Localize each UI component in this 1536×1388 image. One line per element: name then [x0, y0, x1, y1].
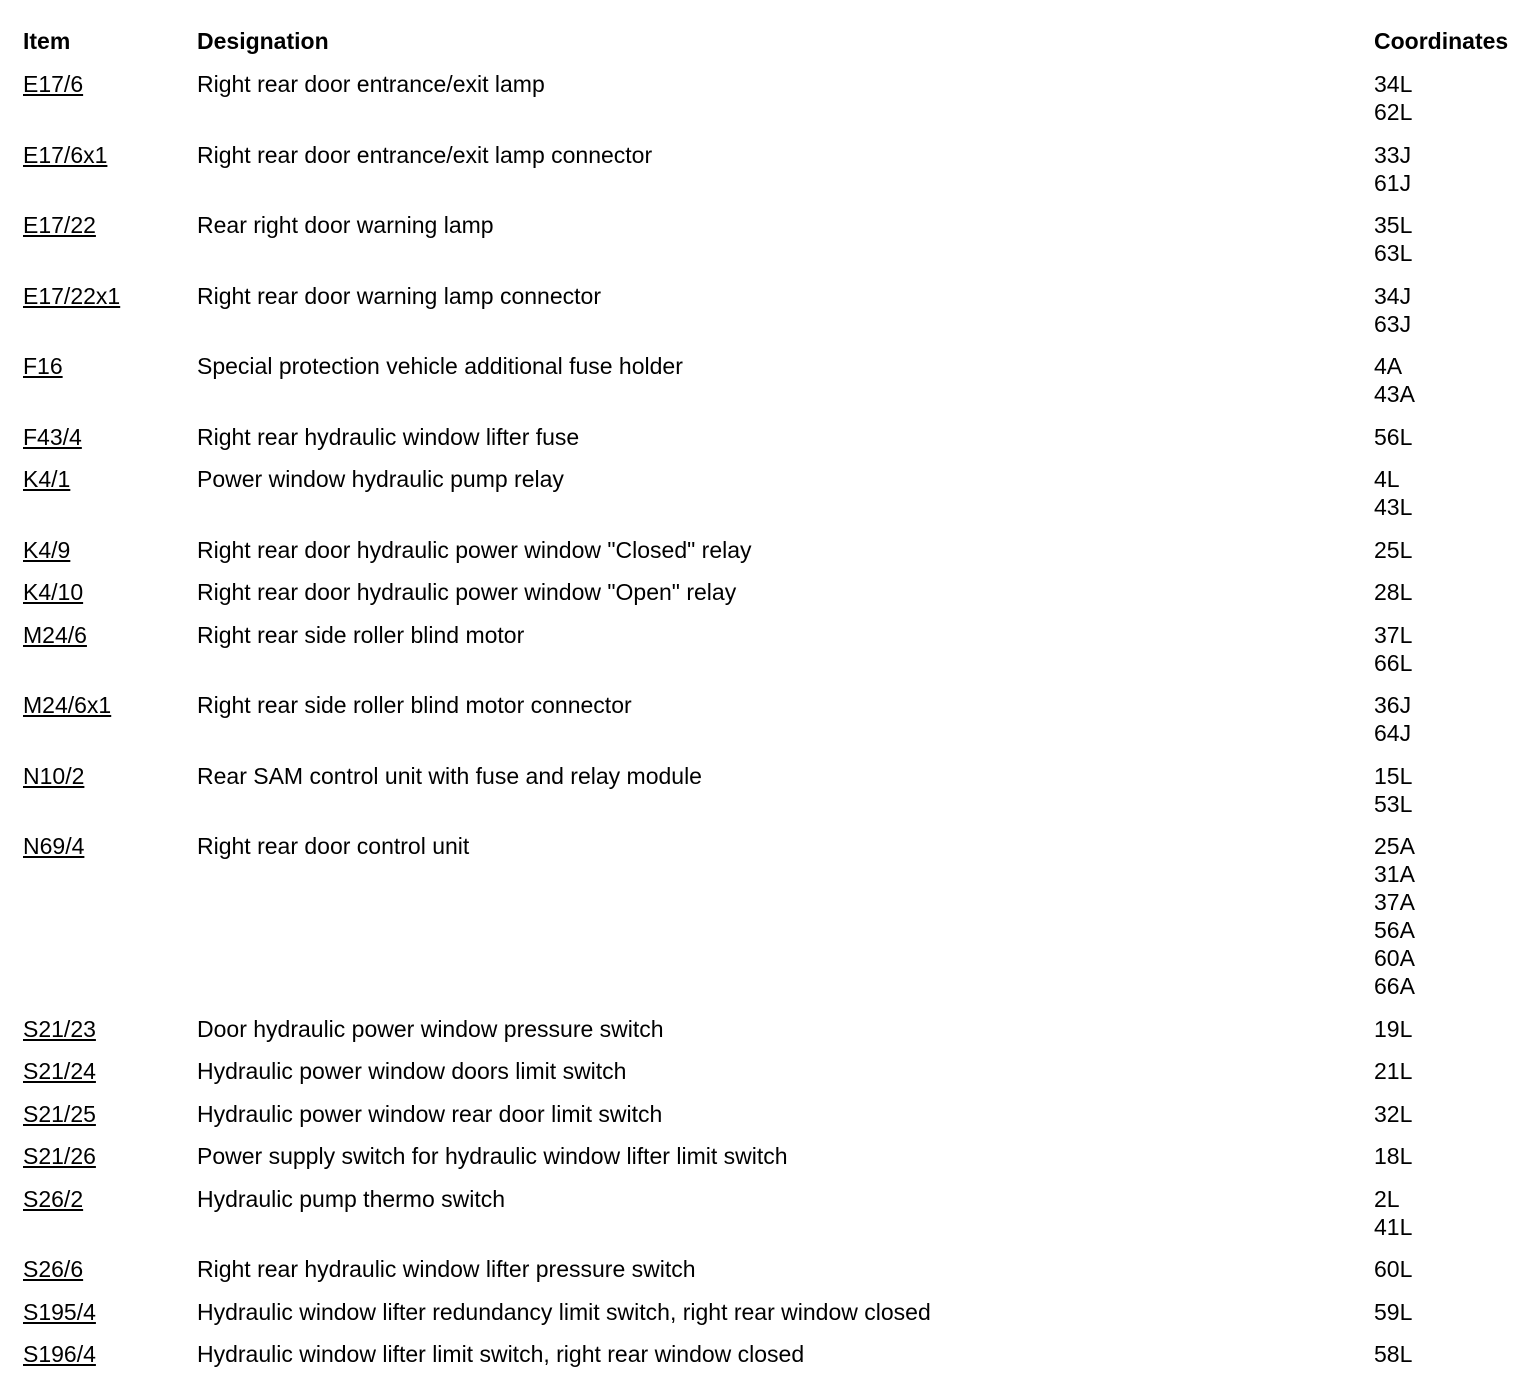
coordinates-cell	[1374, 691, 1411, 747]
coordinate-value: 60L	[1374, 1256, 1413, 1282]
coordinate-value: 34J	[1374, 282, 1412, 309]
coordinate-value: 66A	[1374, 973, 1415, 999]
coordinate-value: 21L	[1374, 1058, 1413, 1084]
coordinates-cell	[1374, 832, 1415, 1000]
table-row	[23, 578, 1533, 606]
table-row	[23, 465, 1533, 521]
coordinate-value: 62L	[1374, 99, 1413, 125]
coordinate-value: 43A	[1374, 381, 1415, 407]
item-cell	[23, 832, 197, 860]
coordinate-value: 66L	[1374, 649, 1413, 676]
coordinate-value: 34L	[1374, 71, 1413, 97]
coordinate-value: 64J	[1374, 720, 1412, 746]
coordinates-cell	[1374, 141, 1411, 197]
item-cell	[23, 1142, 197, 1170]
coordinate-value: 2L	[1374, 1185, 1400, 1212]
table-row	[23, 211, 1533, 267]
item-cell	[23, 578, 197, 606]
designation-cell: Right rear door entrance/exit lamp	[197, 71, 545, 97]
designation-cell: Hydraulic window lifter redundancy limit switch, right rear window closed	[197, 1298, 931, 1325]
coordinate-value: 60A	[1374, 945, 1415, 971]
coordinate-value: 56A	[1374, 917, 1415, 943]
table-row	[23, 352, 1533, 408]
coordinates-cell	[1374, 465, 1412, 521]
item-link[interactable]: S195/4	[23, 1298, 96, 1325]
item-link[interactable]: S21/26	[23, 1143, 96, 1169]
item-link[interactable]: K4/1	[23, 466, 71, 492]
coordinate-value: 33J	[1374, 141, 1412, 168]
coordinate-value: 36J	[1374, 692, 1412, 718]
coordinate-value: 25L	[1374, 536, 1413, 563]
designation-cell: Rear SAM control unit with fuse and relay module	[197, 762, 702, 789]
designation-cell: Power window hydraulic pump relay	[197, 466, 564, 492]
designation-cell: Right rear hydraulic window lifter pressure switch	[197, 1256, 696, 1282]
item-link[interactable]: N10/2	[23, 762, 85, 789]
item-cell	[23, 423, 197, 451]
table-row	[23, 1142, 1533, 1170]
coordinate-value: 41L	[1374, 1213, 1413, 1240]
item-link[interactable]: M24/6x1	[23, 692, 112, 718]
designation-cell: Hydraulic power window doors limit switch	[197, 1058, 627, 1084]
coordinates-cell	[1374, 621, 1412, 677]
coordinate-value: 63L	[1374, 240, 1413, 266]
designation-cell: Right rear door entrance/exit lamp connector	[197, 141, 653, 168]
designation-cell: Right rear door hydraulic power window "Closed" relay	[197, 536, 752, 563]
coordinate-value: 37A	[1374, 889, 1415, 915]
coordinate-value: 31A	[1374, 861, 1415, 887]
item-link[interactable]: E17/22x1	[23, 282, 121, 309]
designation-cell: Right rear door warning lamp connector	[197, 282, 601, 309]
item-cell	[23, 465, 197, 493]
item-link[interactable]: S21/23	[23, 1015, 96, 1042]
table-row	[23, 141, 1533, 197]
designation-cell: Right rear door control unit	[197, 833, 470, 859]
table-row	[23, 1340, 1533, 1368]
item-cell	[23, 70, 197, 98]
designation-cell: Right rear hydraulic window lifter fuse	[197, 423, 580, 450]
item-link[interactable]: N69/4	[23, 833, 85, 859]
item-link[interactable]: F16	[23, 353, 63, 379]
item-cell	[23, 691, 197, 719]
coordinate-value: 53L	[1374, 790, 1413, 817]
item-link[interactable]: K4/10	[23, 579, 84, 605]
header-coordinates: Coordinates	[1374, 28, 1509, 54]
coordinate-value: 37L	[1374, 621, 1413, 648]
designation-cell: Power supply switch for hydraulic window lifter limit switch	[197, 1143, 788, 1169]
header-item: Item	[23, 28, 71, 54]
coordinate-value: 56L	[1374, 423, 1413, 450]
table-row	[23, 691, 1533, 747]
item-link[interactable]: F43/4	[23, 423, 82, 450]
coordinate-value: 28L	[1374, 579, 1413, 605]
table-row	[23, 1298, 1533, 1326]
table-row	[23, 1185, 1533, 1241]
header-designation: Designation	[197, 28, 329, 54]
coordinates-cell	[1374, 1142, 1412, 1170]
designation-cell: Right rear side roller blind motor connector	[197, 692, 632, 718]
item-cell	[23, 1015, 197, 1043]
item-link[interactable]: S21/25	[23, 1100, 96, 1127]
item-link[interactable]: K4/9	[23, 536, 71, 563]
item-cell	[23, 1185, 197, 1213]
coordinates-cell	[1374, 1185, 1412, 1241]
coordinate-value: 58L	[1374, 1341, 1413, 1367]
item-link[interactable]: E17/6x1	[23, 141, 108, 168]
coordinate-value: 19L	[1374, 1015, 1413, 1042]
item-link[interactable]: M24/6	[23, 621, 87, 648]
coordinate-value: 35L	[1374, 212, 1413, 238]
item-cell	[23, 282, 197, 310]
coordinates-cell	[1374, 578, 1412, 606]
coordinates-cell	[1374, 1057, 1412, 1085]
coordinate-value: 32L	[1374, 1100, 1413, 1127]
table-body	[23, 70, 1533, 1368]
item-cell	[23, 1057, 197, 1085]
coordinates-cell	[1374, 423, 1412, 451]
item-link[interactable]: S26/2	[23, 1185, 84, 1212]
designation-cell: Door hydraulic power window pressure switch	[197, 1015, 664, 1042]
item-cell	[23, 1298, 197, 1326]
designation-cell: Right rear door hydraulic power window "Open" relay	[197, 579, 737, 605]
designation-cell: Rear right door warning lamp	[197, 212, 494, 238]
item-link[interactable]: E17/22	[23, 212, 96, 238]
table-row	[23, 1255, 1533, 1283]
coordinates-cell	[1374, 70, 1412, 126]
table-row	[23, 832, 1533, 1000]
coordinate-value: 43L	[1374, 494, 1413, 520]
coordinate-value: 4A	[1374, 353, 1403, 379]
coordinate-value: 59L	[1374, 1298, 1413, 1325]
item-cell	[23, 211, 197, 239]
item-cell	[23, 621, 197, 649]
coordinates-cell	[1374, 282, 1411, 338]
item-cell	[23, 1100, 197, 1128]
item-link[interactable]: S196/4	[23, 1341, 96, 1367]
coordinate-value: 63J	[1374, 310, 1412, 337]
coordinates-cell	[1374, 762, 1412, 818]
item-link[interactable]: E17/6	[23, 71, 84, 97]
coordinate-value: 18L	[1374, 1143, 1413, 1169]
item-cell	[23, 1340, 197, 1368]
table-row	[23, 1100, 1533, 1128]
coordinates-cell	[1374, 1100, 1412, 1128]
table-row	[23, 70, 1533, 126]
table-header-row	[23, 27, 1533, 70]
table-row	[23, 1015, 1533, 1043]
designation-cell: Special protection vehicle additional fuse holder	[197, 353, 683, 379]
table-row	[23, 1057, 1533, 1085]
item-cell	[23, 1255, 197, 1283]
designation-cell: Right rear side roller blind motor	[197, 621, 525, 648]
item-cell	[23, 141, 197, 169]
designation-cell: Hydraulic window lifter limit switch, right rear window closed	[197, 1341, 805, 1367]
table-row	[23, 282, 1533, 338]
coordinate-value: 61J	[1374, 169, 1412, 196]
designation-cell: Hydraulic power window rear door limit switch	[197, 1100, 663, 1127]
item-link[interactable]: S26/6	[23, 1256, 84, 1282]
table-row	[23, 423, 1533, 451]
designation-cell: Hydraulic pump thermo switch	[197, 1185, 506, 1212]
item-cell	[23, 762, 197, 790]
item-cell	[23, 352, 197, 380]
coordinate-value: 25A	[1374, 833, 1415, 859]
coordinate-value: 15L	[1374, 762, 1413, 789]
coordinates-cell	[1374, 1298, 1412, 1326]
table-row	[23, 762, 1533, 818]
coordinates-cell	[1374, 536, 1412, 564]
coordinates-cell	[1374, 1340, 1412, 1368]
table-row	[23, 621, 1533, 677]
coordinate-value: 4L	[1374, 466, 1400, 492]
coordinates-cell	[1374, 211, 1412, 267]
item-cell	[23, 536, 197, 564]
coordinates-cell	[1374, 1015, 1412, 1043]
table-row	[23, 536, 1533, 564]
coordinates-cell	[1374, 352, 1415, 408]
item-link[interactable]: S21/24	[23, 1058, 96, 1084]
coordinates-cell	[1374, 1255, 1412, 1283]
component-legend-table	[23, 27, 1533, 1383]
